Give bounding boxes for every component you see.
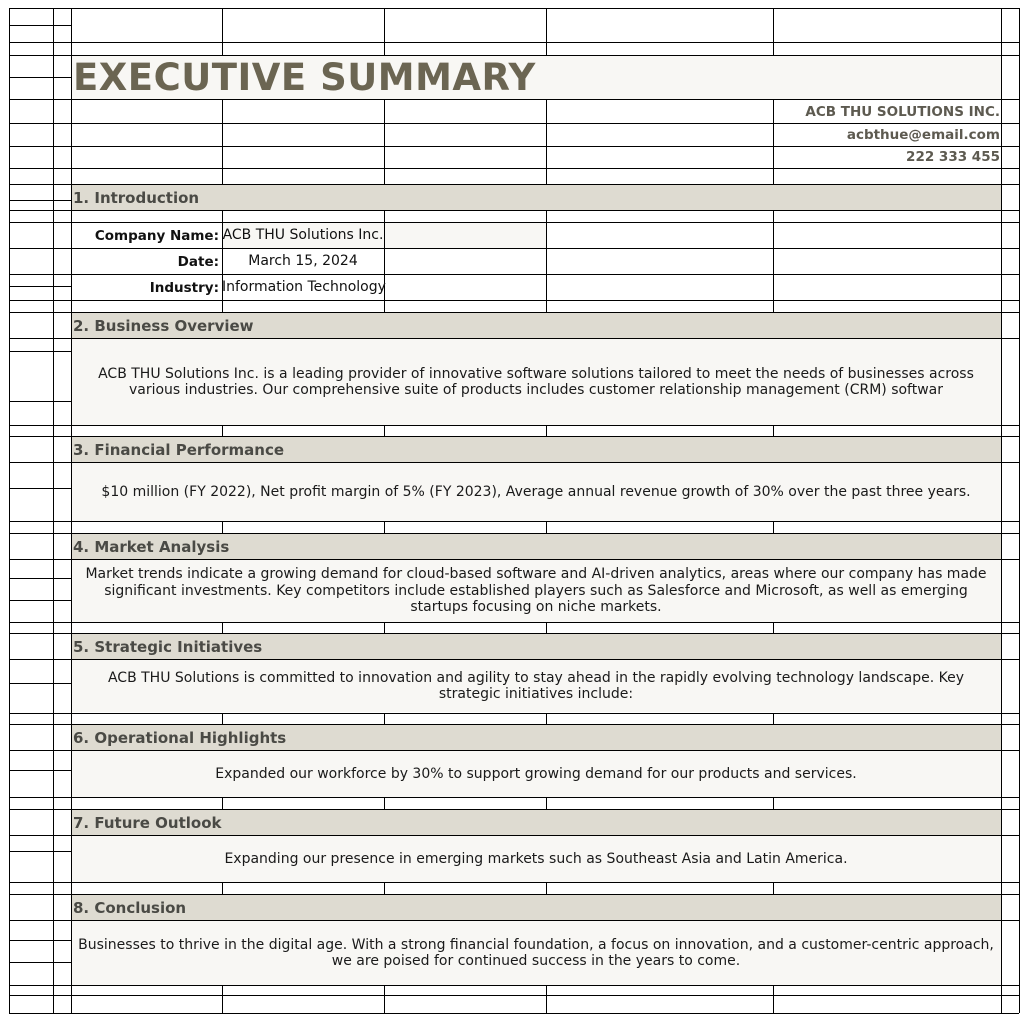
company-name-label: Company Name:: [94, 228, 219, 244]
paragraph-operational-highlights: Expanded our workforce by 30% to support growing demand for our products and services.: [215, 765, 857, 782]
date-value: March 15, 2024: [248, 253, 358, 269]
section-heading-future-outlook: 7. Future Outlook: [73, 814, 222, 832]
paragraph-financial-performance: $10 million (FY 2022), Net profit margin of 5% (FY 2023), Average annual revenue growth of 30% over the past three years.: [101, 483, 971, 500]
paragraph-market-analysis: Market trends indicate a growing demand for cloud-based software and AI-driven analytics, areas where our company has made significant investments. Key competitors include established players such as Salesforce and Microsoft, as well as emerging startups focusing on niche markets.: [85, 566, 987, 616]
page-title: EXECUTIVE SUMMARY: [73, 56, 536, 99]
paragraph-business-overview: ACB THU Solutions Inc. is a leading provider of innovative software solutions tailored to meet the needs of businesses across various industries. Our comprehensive suite of products includes customer relationship management (CRM) softwar: [98, 365, 974, 398]
section-heading-conclusion: 8. Conclusion: [73, 899, 187, 917]
company-name-value: ACB THU Solutions Inc.: [222, 227, 384, 243]
section-heading-strategic-initiatives: 5. Strategic Initiatives: [73, 638, 263, 656]
paragraph-conclusion: Businesses to thrive in the digital age. With a strong financial foundation, a focus on innovation, and a customer-centric approach, we are poised for continued success in the years to come.: [78, 936, 994, 969]
industry-value: Information Technology: [222, 279, 386, 295]
section-heading-market-analysis: 4. Market Analysis: [73, 538, 230, 556]
section-heading-introduction: 1. Introduction: [73, 189, 200, 207]
industry-label: Industry:: [149, 280, 219, 296]
company-name-header: ACB THU SOLUTIONS INC.: [805, 104, 1000, 120]
section-heading-business-overview: 2. Business Overview: [73, 317, 254, 335]
date-label: Date:: [177, 254, 219, 270]
section-heading-financial-performance: 3. Financial Performance: [73, 441, 285, 459]
company-phone: 222 333 455: [906, 149, 1000, 165]
paragraph-future-outlook: Expanding our presence in emerging markets such as Southeast Asia and Latin America.: [224, 850, 848, 867]
paragraph-strategic-initiatives: ACB THU Solutions is committed to innovation and agility to stay ahead in the rapidly evolving technology landscape. Key strategic initiatives include:: [107, 669, 965, 702]
company-email: acbthue@email.com: [846, 127, 1000, 143]
section-heading-operational-highlights: 6. Operational Highlights: [73, 729, 287, 747]
